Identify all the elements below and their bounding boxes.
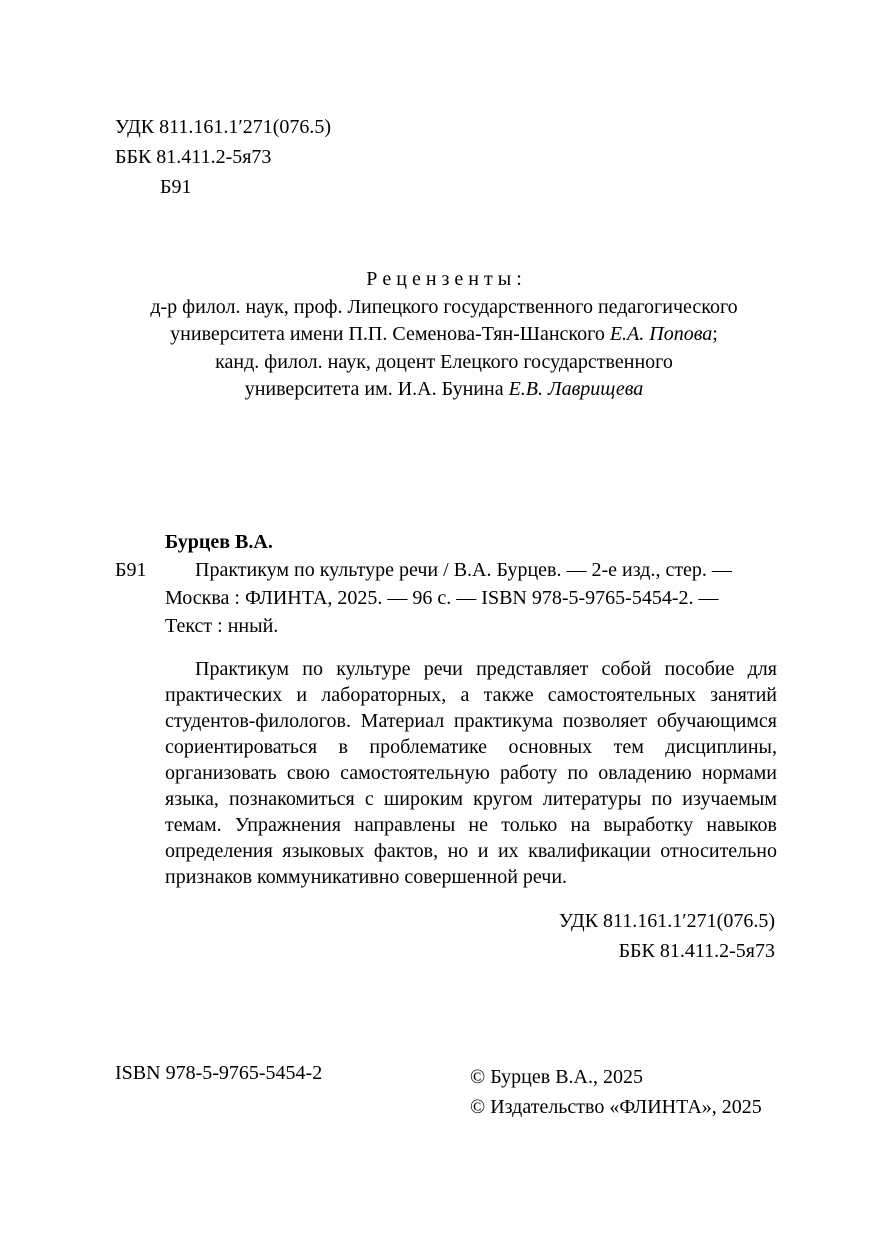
bib-line-3: Текст : нный. xyxy=(165,615,279,637)
copyright-author: © Бурцев В.А., 2025 xyxy=(470,1066,643,1088)
reviewer-name-lavrishcheva: Е.В. Лаврищева xyxy=(508,378,644,400)
udk-code-top: УДК 811.161.1′271(076.5) xyxy=(115,116,332,138)
reviewer-line-2-punct: ; xyxy=(712,323,718,345)
author-sign-code-margin: Б91 xyxy=(115,559,147,581)
bib-line-2: Москва : ФЛИНТА, 2025. — 96 с. — ISBN 978-5-9765-5454-2. — xyxy=(165,587,719,609)
author-sign-code-top: Б91 xyxy=(160,176,192,198)
reviewers-block xyxy=(110,266,778,404)
copyright-block xyxy=(470,1062,762,1122)
udk-code-bottom: УДК 811.161.1′271(076.5) xyxy=(558,910,775,932)
bib-line-1 xyxy=(115,556,777,584)
footer-classification-codes xyxy=(559,906,775,966)
reviewer-line-2 xyxy=(110,321,778,349)
isbn: ISBN 978-5-9765-5454-2 xyxy=(115,1062,323,1084)
reviewer-line-3: канд. филол. наук, доцент Елецкого государственного xyxy=(215,350,673,373)
top-classification-codes xyxy=(115,112,331,202)
reviewer-line-4-text: университета им. И.А. Бунина xyxy=(244,378,509,400)
bbk-code-bottom: ББК 81.411.2-5я73 xyxy=(618,940,775,962)
bbk-code-top: ББК 81.411.2-5я73 xyxy=(115,146,272,168)
reviewer-line-1: д-р филол. наук, проф. Липецкого государственного педагогического xyxy=(150,295,738,318)
bib-author: Бурцев В.А. xyxy=(165,531,273,553)
bibliographic-entry xyxy=(115,528,777,640)
reviewer-name-popova: Е.А. Попова xyxy=(609,323,713,345)
copyright-publisher: © Издательство «ФЛИНТА», 2025 xyxy=(470,1096,762,1118)
annotation-paragraph: Практикум по культуре речи представляет собой пособие для практических и лабораторных, а также самостоятельных занятий студентов-филологов. Материал практикума позволяет обучающимся сориентироваться в проблематике основных тем дисциплины, организовать свою самостоятельную работу по овладению нормами языка, познакомиться с широким кругом литературы по изучаемым темам. Упражнения направлены не только на выработку навыков определения языковых фактов, но и их квалификации относительно признаков коммуникативно совершенной речи. xyxy=(165,658,777,888)
reviewer-line-2-text: университета имени П.П. Семенова-Тян-Шанского xyxy=(170,323,610,345)
reviewers-heading: Р е ц е н з е н т ы : xyxy=(366,268,522,290)
bib-title-line: Практикум по культуре речи / В.А. Бурцев. — 2-е изд., стер. — xyxy=(195,559,732,581)
reviewer-line-4 xyxy=(110,376,778,404)
